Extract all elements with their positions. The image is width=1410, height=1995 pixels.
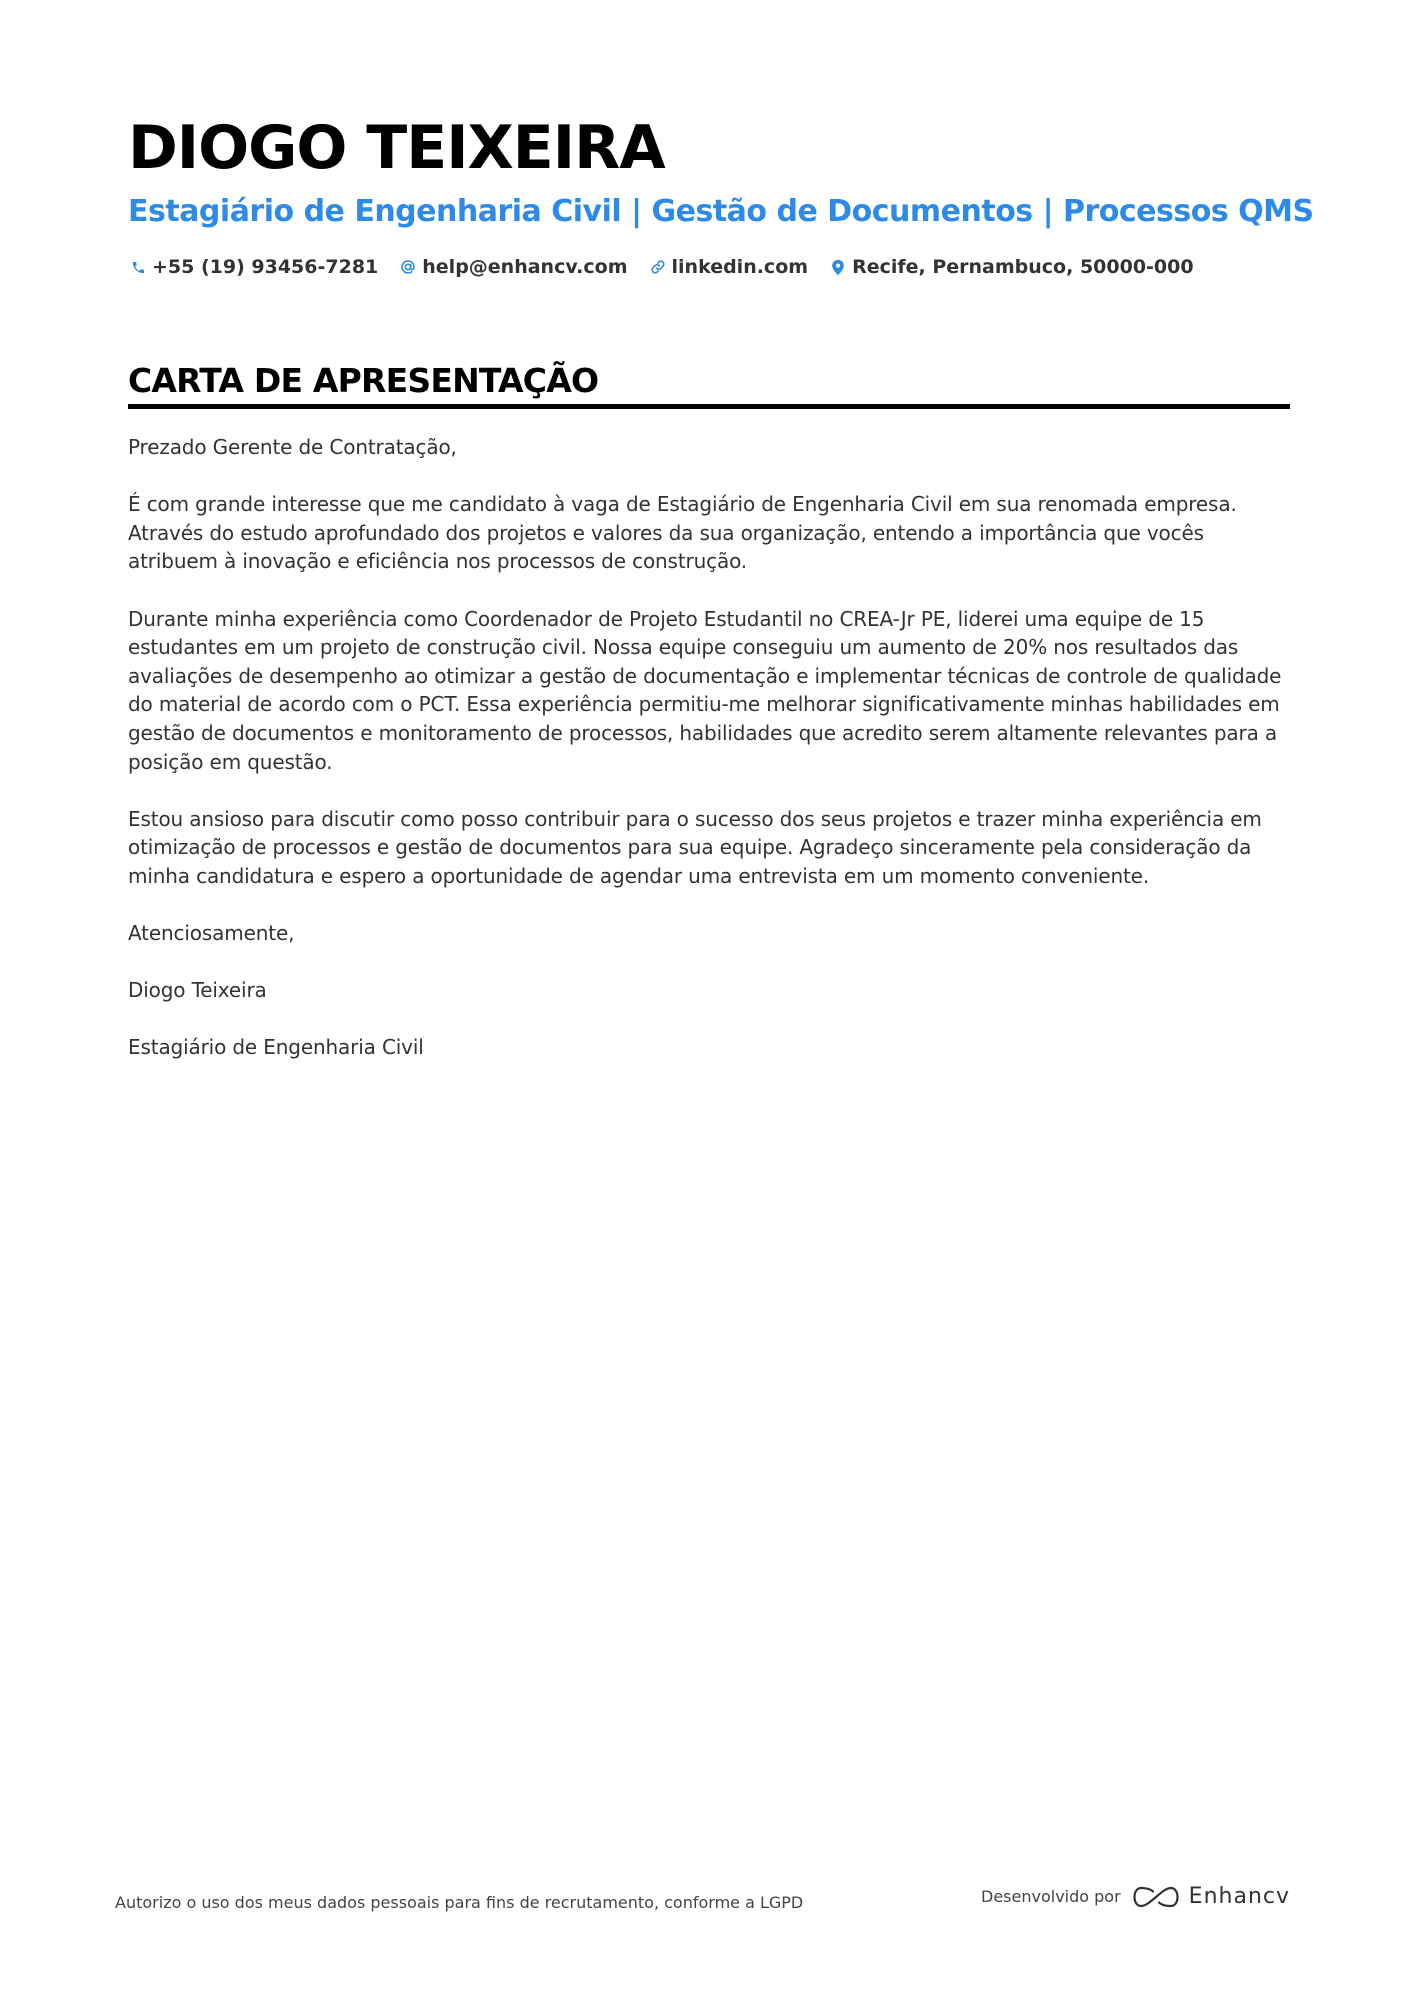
letter-body	[128, 433, 1290, 1062]
contact-linkedin[interactable]	[648, 254, 809, 280]
enhancv-logo-icon	[1133, 1886, 1179, 1908]
link-icon	[648, 257, 668, 277]
brand-name: Enhancv	[1188, 1884, 1290, 1909]
letter-paragraph: Durante minha experiência como Coordenador de Projeto Estudantil no CREA-Jr PE, liderei uma equipe de 15 estudantes em um projeto de construção civil. Nossa equipe conseguiu um aumento de 20% nos resultados das avaliações de desempenho ao otimizar a gestão de documentação e implementar técnicas de controle de qualidade do material de acordo com o PCT. Essa experiência permitiu-me melhorar significativamente minhas habilidades em gestão de documentos e monitoramento de processos, habilidades que acredito serem altamente relevantes para a posição em questão.	[128, 606, 1282, 774]
contact-location	[828, 254, 1194, 280]
contact-email[interactable]	[398, 254, 627, 280]
letter-paragraph: Estou ansioso para discutir como posso contribuir para o sucesso dos seus projetos e trazer minha experiência em otimização de processos e gestão de documentos para sua equipe. Agradeço sinceramente pela consideração da minha candidatura e espero a oportunidade de agendar uma entrevista em um momento conveniente.	[128, 806, 1262, 888]
candidate-name: DIOGO TEIXEIRA	[128, 113, 665, 183]
linkedin-text: linkedin.com	[671, 256, 809, 278]
location-pin-icon	[828, 257, 848, 277]
powered-by[interactable]	[981, 1884, 1290, 1909]
location-text: Recife, Pernambuco, 50000-000	[852, 256, 1194, 278]
signature-title: Estagiário de Engenharia Civil	[128, 1035, 424, 1060]
letter-greeting: Prezado Gerente de Contratação,	[128, 435, 457, 459]
powered-by-label: Desenvolvido por	[981, 1887, 1121, 1906]
letter-paragraph: É com grande interesse que me candidato à vaga de Estagiário de Engenharia Civil em sua renomada empresa. Através do estudo aprofundado dos projetos e valores da sua organização, entendo a importância que vocês atribuem à inovação e eficiência nos processos de construção.	[128, 492, 1237, 574]
letter-closing: Atenciosamente,	[128, 921, 295, 946]
at-icon	[398, 257, 418, 277]
section-title: CARTA DE APRESENTAÇÃO	[128, 360, 1290, 409]
email-text: help@enhancv.com	[422, 256, 628, 278]
phone-icon	[128, 257, 148, 277]
contact-bar	[128, 254, 1290, 280]
signature-name: Diogo Teixeira	[128, 978, 267, 1003]
document-content	[128, 108, 1314, 1091]
consent-note: Autorizo o uso dos meus dados pessoais para fins de recrutamento, conforme a LGPD	[115, 1893, 804, 1912]
contact-phone[interactable]	[128, 254, 378, 280]
candidate-headline: Estagiário de Engenharia Civil | Gestão de Documentos | Processos QMS	[128, 194, 1314, 229]
phone-text: +55 (19) 93456-7281	[152, 256, 379, 278]
